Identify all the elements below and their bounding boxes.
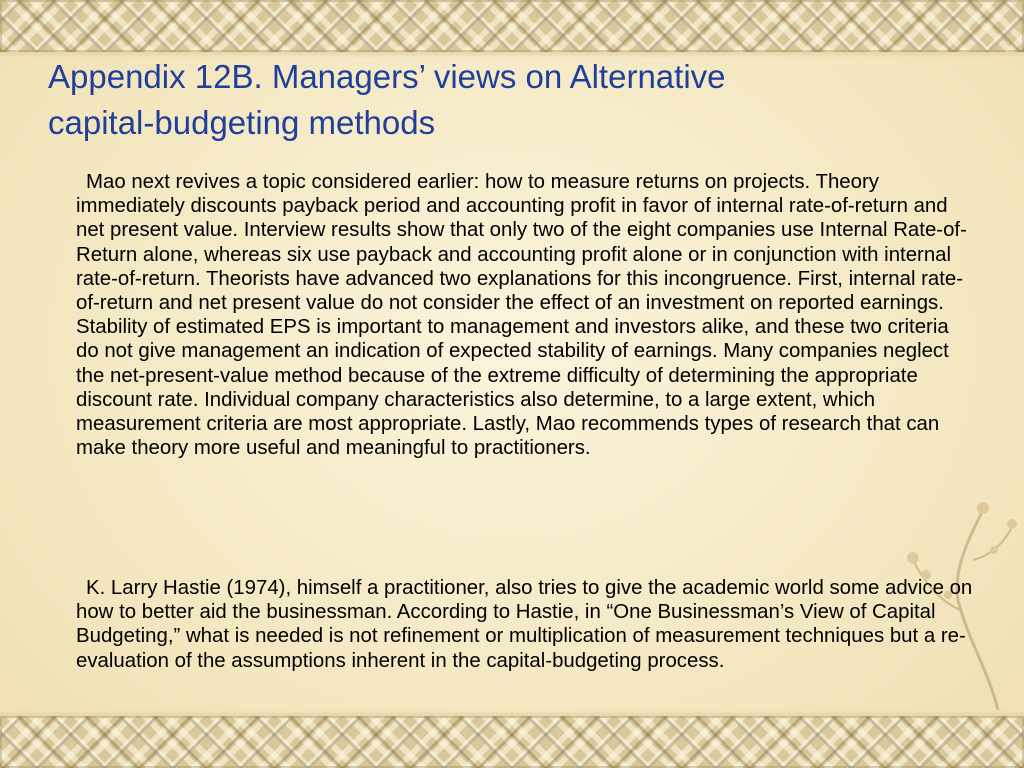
slide-title (48, 54, 948, 146)
body-paragraph-2 (76, 576, 976, 673)
body-paragraph-1 (76, 170, 976, 460)
top-decorative-border (0, 0, 1024, 52)
body-paragraph-2-text: K. Larry Hastie (1974), himself a practitioner, also tries to give the academic world some advice on how to better aid the businessman. According to Hastie, in “One Businessman’s View of Capital Budgeting,” what is needed is not refinement or multiplication of measurement techniques but a re-evaluation of the assumptions inherent in the capital-budgeting process. (76, 577, 973, 672)
slide-title-line-1: Appendix 12B. Managers’ views on Alternative (48, 58, 726, 95)
bottom-decorative-border (0, 716, 1024, 768)
slide-title-line-2: capital-budgeting methods (48, 104, 436, 141)
body-paragraph-1-text: Mao next revives a topic considered earlier: how to measure returns on projects. Theory immediately discounts payback period and accounting profit in favor of internal rate-of-return and net present value. Interview results show that only two of the eight companies use Internal Rate-of-Return alone, whereas six use payback and accounting profit alone or in conjunction with internal rate-of-return. Theorists have advanced two explanations for this incongruence. First, internal rate-of-return and net present value do not consider the effect of an investment on reported earnings. Stability of estimated EPS is important to management and investors alike, and these two criteria do not give management an indication of expected stability of earnings. Many companies neglect the net-present-value method because of the extreme difficulty of determining the appropriate discount rate. Individual company characteristics also determine, to a large extent, which measurement criteria are most appropriate. Lastly, Mao recommends types of research that can make theory more useful and meaningful to practitioners. (76, 171, 967, 460)
